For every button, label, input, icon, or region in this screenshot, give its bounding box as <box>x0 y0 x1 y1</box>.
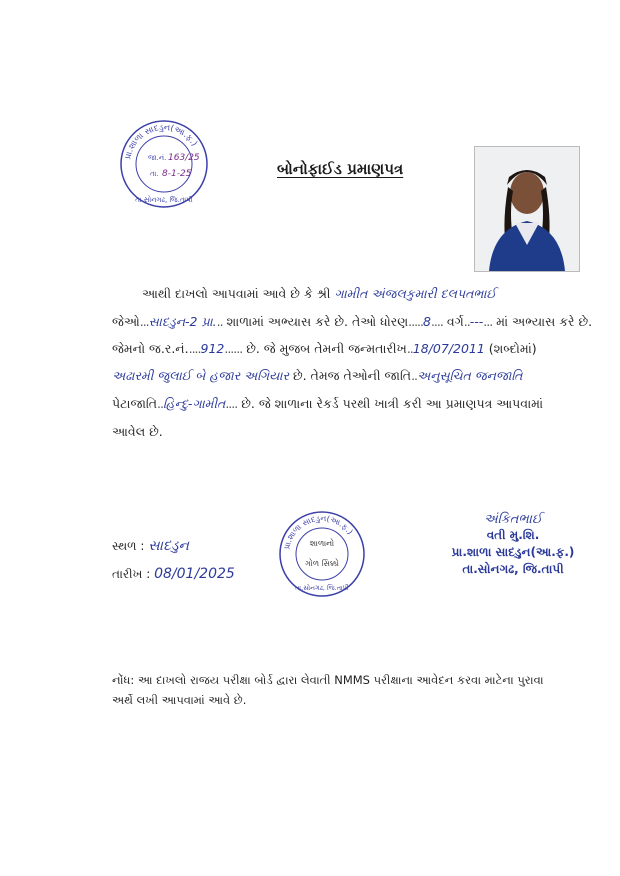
stamp-top-ring-text: પ્રા.શાળા સાદડુન(આ.ફ.) <box>123 122 200 161</box>
birth-date-words: અઢારમી જુલાઈ બે હજાર અગિયાર <box>112 368 289 383</box>
place-row: સ્થળ : સાદડુન <box>112 538 189 554</box>
register-number: 912 <box>200 341 225 356</box>
body-line-3: જેમનો જ.ર.નં.....912...... છે. જે મુજબ તેમની જન્મતારીખ..18/07/2011 (શબ્દોમાં) <box>112 341 537 356</box>
stamp-bottom-bottom-text: તા.સોનગઢ, જિ.તાપી <box>295 584 349 592</box>
body-line-4: અઢારમી જુલાઈ બે હજાર અગિયાર છે. તેમજ તેઓની જાતિ..અનુસૂચિત જનજાતિ <box>112 368 523 383</box>
stamp-bottom-center-2: ગોળ સિક્કો <box>305 559 339 568</box>
caste-value: અનુસૂચિત જનજાતિ <box>417 368 523 383</box>
birth-date: 18/07/2011 <box>412 341 485 356</box>
school-name: સાદડુન-2 પ્રા. <box>148 314 217 329</box>
stamp-top-bottom-text: તા.સોનગઢ, જિ.તાપી <box>135 196 193 204</box>
stamp-top-no-value: 163/25 <box>168 153 200 163</box>
student-photo <box>474 146 580 272</box>
page-title: બોનોફાઈડ પ્રમાણપત્ર <box>277 160 404 178</box>
signature-scribble: અંકિતભાઈ <box>483 512 543 527</box>
subcaste-value: હિન્દુ-ગામીત <box>162 396 226 411</box>
body-line-2: જેઓ...સાદડુન-2 પ્રા... શાળામાં અભ્યાસ કરે છે. તેઓ ધોરણ.....8.... વર્ગ..---... માં અભ્યાસ કરે છે. <box>112 314 593 329</box>
school-stamp-bottom <box>278 510 366 598</box>
school-stamp-top <box>118 118 210 210</box>
division-value: --- <box>469 314 484 329</box>
standard-value: 8 <box>423 314 431 329</box>
stamp-bottom-center-1: શાળાનો <box>309 539 335 548</box>
signature-block <box>448 512 578 578</box>
date-row: તારીખ : 08/01/2025 <box>112 566 235 582</box>
body-line-6: આવેલ છે. <box>112 424 163 439</box>
body-line-1: આથી દાખલો આપવામાં આવે છે કે શ્રી ગામીત અંજલકુમારી દલપતભાઈ <box>142 286 497 301</box>
place-value: સાદડુન <box>148 538 189 554</box>
stamp-top-date-value: 8-1-25 <box>162 169 192 179</box>
stamp-top-no-label: જા.નં. <box>148 154 167 162</box>
signature-line-1: વતી મુ.શિ. <box>486 528 540 542</box>
signature-line-3: તા.સોનગઢ, જિ.તાપી <box>462 562 564 576</box>
signature-line-2: પ્રા.શાળા સાદડુન(આ.ફ.) <box>451 545 575 559</box>
footnote: નોંધ: આ દાખલો રાજય પરીક્ષા બોર્ડ દ્વારા લેવાતી NMMS પરીક્ષાના આવેદન કરવા માટેના પુરાવા અર્થે લખી આપવામાં આવે છે. <box>112 673 544 707</box>
stamp-top-date-label: તા. <box>150 170 159 178</box>
student-name: ગામીત અંજલકુમારી દલપતભાઈ <box>334 286 497 301</box>
date-value: 08/01/2025 <box>154 566 235 582</box>
body-line-5: પેટાજાતિ..હિન્દુ-ગામીત.... છે. જે શાળાના રેકર્ડ પરથી ખાત્રી કરી આ પ્રમાણપત્ર આપવામાં <box>112 396 544 411</box>
stamp-bottom-ring-text: પ્રા.શાળા સાદડુન(આ.ફ.) <box>282 513 355 551</box>
